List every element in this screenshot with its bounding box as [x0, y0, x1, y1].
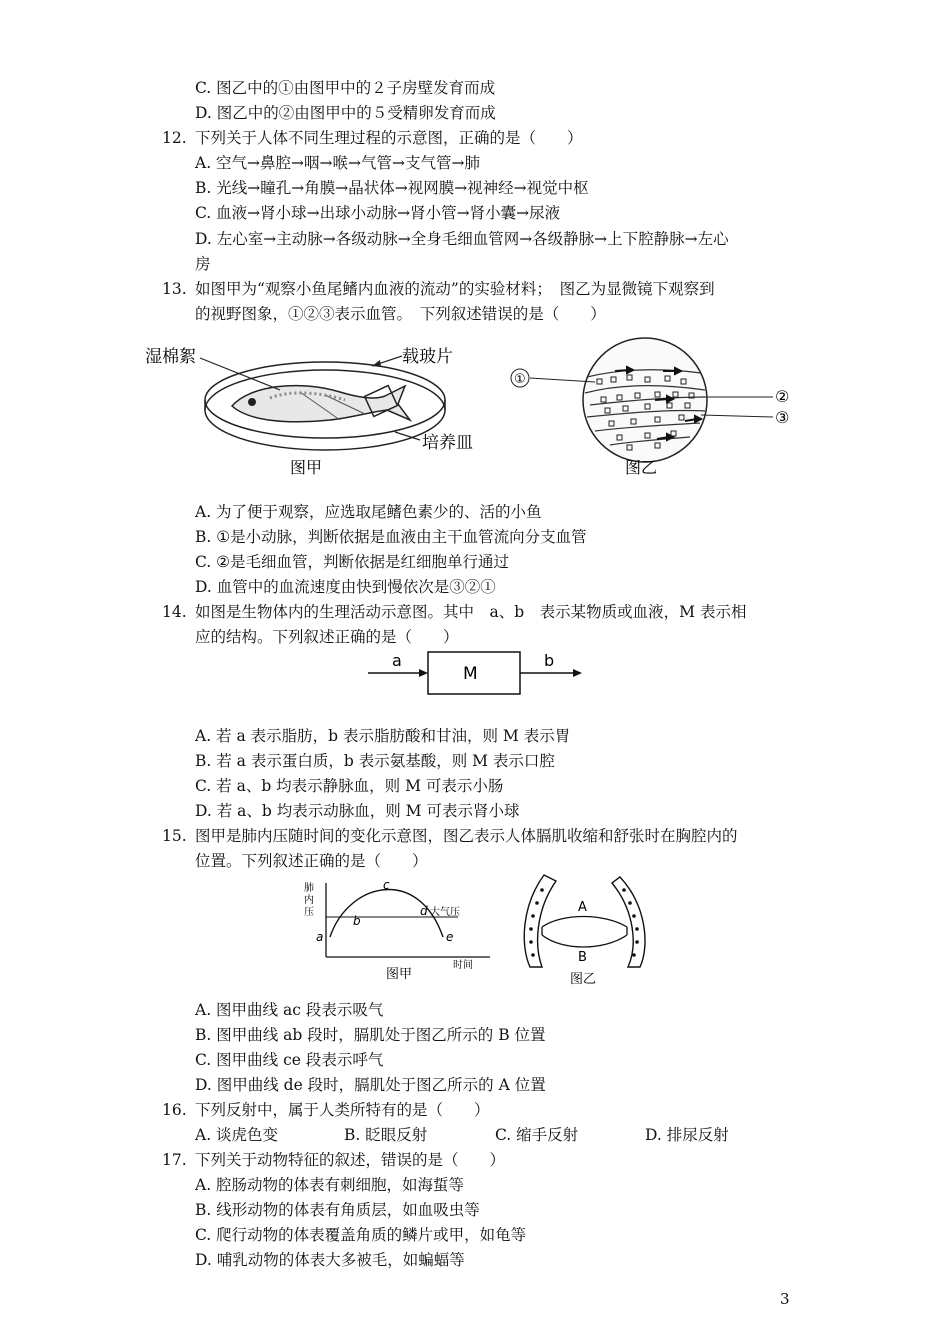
option-d: D. 哺乳动物的体表大多被毛，如蝙蝠等 — [195, 1251, 465, 1269]
question-number: 12. — [162, 129, 187, 147]
option-c: C. ②是毛细血管，判断依据是红细胞单行通过 — [195, 553, 510, 571]
figure-caption: 图乙 — [570, 972, 597, 987]
question-stem: 如图是生物体内的生理活动示意图。其中 a、b 表示某物质或血液，M 表示相 — [195, 603, 747, 621]
question-number: 13. — [162, 280, 187, 298]
y-label-3: 压 — [304, 907, 314, 918]
question-number: 16. — [162, 1101, 187, 1119]
y-label-2: 内 — [304, 895, 314, 906]
point-e: e — [446, 930, 454, 944]
option-b: B. 图甲曲线 ab 段时，膈肌处于图乙所示的 B 位置 — [195, 1026, 546, 1044]
fish-dish-figure — [140, 340, 510, 485]
option-b: B. ①是小动脉，判断依据是血液由主干血管流向分支血管 — [195, 528, 587, 546]
label-petri-dish: 培养皿 — [422, 433, 473, 453]
chest-diaphragm-figure — [512, 865, 672, 990]
flow-diagram — [360, 648, 590, 698]
option-d: D. 血管中的血流速度由快到慢依次是③②① — [195, 578, 496, 596]
question-number: 14. — [162, 603, 187, 621]
label-a: a — [392, 651, 402, 670]
question-stem: 下列关于动物特征的叙述，错误的是（ ） — [195, 1151, 506, 1169]
option-c: C. 缩手反射 — [495, 1126, 579, 1144]
position-a: A — [578, 900, 587, 915]
x-axis-label: 时间 — [453, 960, 473, 971]
fish-eye — [248, 398, 256, 406]
point-c: c — [383, 878, 390, 892]
option-a: A. 图甲曲线 ac 段表示吸气 — [195, 1001, 384, 1019]
option-a: A. 若 a 表示脂肪，b 表示脂肪酸和甘油，则 M 表示胃 — [195, 727, 571, 745]
question-stem: 下列关于人体不同生理过程的示意图，正确的是（ ） — [195, 129, 583, 147]
position-b: B — [578, 950, 587, 965]
left-rib-wall — [524, 875, 556, 967]
figure-caption: 图乙 — [625, 458, 658, 477]
label-m: M — [463, 664, 478, 684]
option-d-continued: 房 — [195, 255, 211, 273]
microscope-view-figure — [505, 335, 805, 485]
option-d: D. 若 a、b 均表示动脉血，则 M 可表示肾小球 — [195, 802, 520, 820]
option-a: A. 空气→鼻腔→咽→喉→气管→支气管→肺 — [195, 154, 480, 172]
option-c: C. 图乙中的①由图甲中的２子房壁发育而成 — [195, 79, 496, 97]
point-d: d — [420, 904, 428, 918]
question-stem-continued: 的视野图象，①②③表示血管。 下列叙述错误的是（ ） — [195, 305, 606, 323]
fish-body — [232, 386, 410, 422]
option-c: C. 血液→肾小球→出球小动脉→肾小管→肾小囊→尿液 — [195, 204, 561, 222]
vessel-label-1: ① — [514, 372, 526, 387]
question-stem: 下列反射中，属于人类所特有的是（ ） — [195, 1101, 490, 1119]
question-stem: 如图甲为“观察小鱼尾鳍内血液的流动”的实验材料； 图乙为显微镜下观察到 — [195, 280, 715, 298]
point-b: b — [353, 914, 361, 928]
atmospheric-pressure-label: 大气压 — [430, 907, 460, 918]
question-number: 17. — [162, 1151, 187, 1169]
option-b: B. 若 a 表示蛋白质，b 表示氨基酸，则 M 表示口腔 — [195, 752, 555, 770]
question-stem-continued: 位置。下列叙述正确的是（ ） — [195, 852, 428, 870]
vessel-label-2: ② — [775, 387, 790, 406]
option-a: A. 腔肠动物的体表有刺细胞，如海蜇等 — [195, 1176, 465, 1194]
option-c: C. 图甲曲线 ce 段表示呼气 — [195, 1051, 384, 1069]
option-d: D. 图乙中的②由图甲中的５受精卵发育而成 — [195, 104, 496, 122]
question-number: 15. — [162, 827, 187, 845]
label-glass-slide: 载玻片 — [402, 347, 453, 367]
diaphragm-a — [542, 917, 627, 928]
label-b: b — [544, 651, 555, 670]
option-c: C. 爬行动物的体表覆盖角质的鳞片或甲，如龟等 — [195, 1226, 527, 1244]
option-a: A. 为了便于观察，应选取尾鳍色素少的、活的小鱼 — [195, 503, 542, 521]
y-label-1: 肺 — [304, 883, 314, 894]
option-d: D. 排尿反射 — [645, 1126, 729, 1144]
option-c: C. 若 a、b 均表示静脉血，则 M 可表示小肠 — [195, 777, 504, 795]
option-b: B. 眨眼反射 — [344, 1126, 428, 1144]
diaphragm-b — [542, 935, 627, 947]
lung-pressure-chart — [298, 875, 498, 990]
option-d: D. 图甲曲线 de 段时，膈肌处于图乙所示的 A 位置 — [195, 1076, 546, 1094]
option-a: A. 谈虎色变 — [195, 1126, 279, 1144]
question-stem: 图甲是肺内压随时间的变化示意图，图乙表示人体膈肌收缩和舒张时在胸腔内的 — [195, 827, 738, 845]
figure-caption: 图甲 — [290, 458, 323, 477]
option-b: B. 线形动物的体表有角质层，如血吸虫等 — [195, 1201, 480, 1219]
figure-caption: 图甲 — [386, 967, 413, 982]
vessel-label-3: ③ — [775, 408, 790, 427]
page-number: 3 — [780, 1290, 790, 1308]
option-d: D. 左心室→主动脉→各级动脉→全身毛细血管网→各级静脉→上下腔静脉→左心 — [195, 230, 729, 248]
label-wet-cotton: 湿棉絮 — [145, 347, 196, 367]
point-a: a — [316, 930, 324, 944]
option-b: B. 光线→瞳孔→角膜→晶状体→视网膜→视神经→视觉中枢 — [195, 179, 589, 197]
question-stem-continued: 应的结构。下列叙述正确的是（ ） — [195, 628, 459, 646]
